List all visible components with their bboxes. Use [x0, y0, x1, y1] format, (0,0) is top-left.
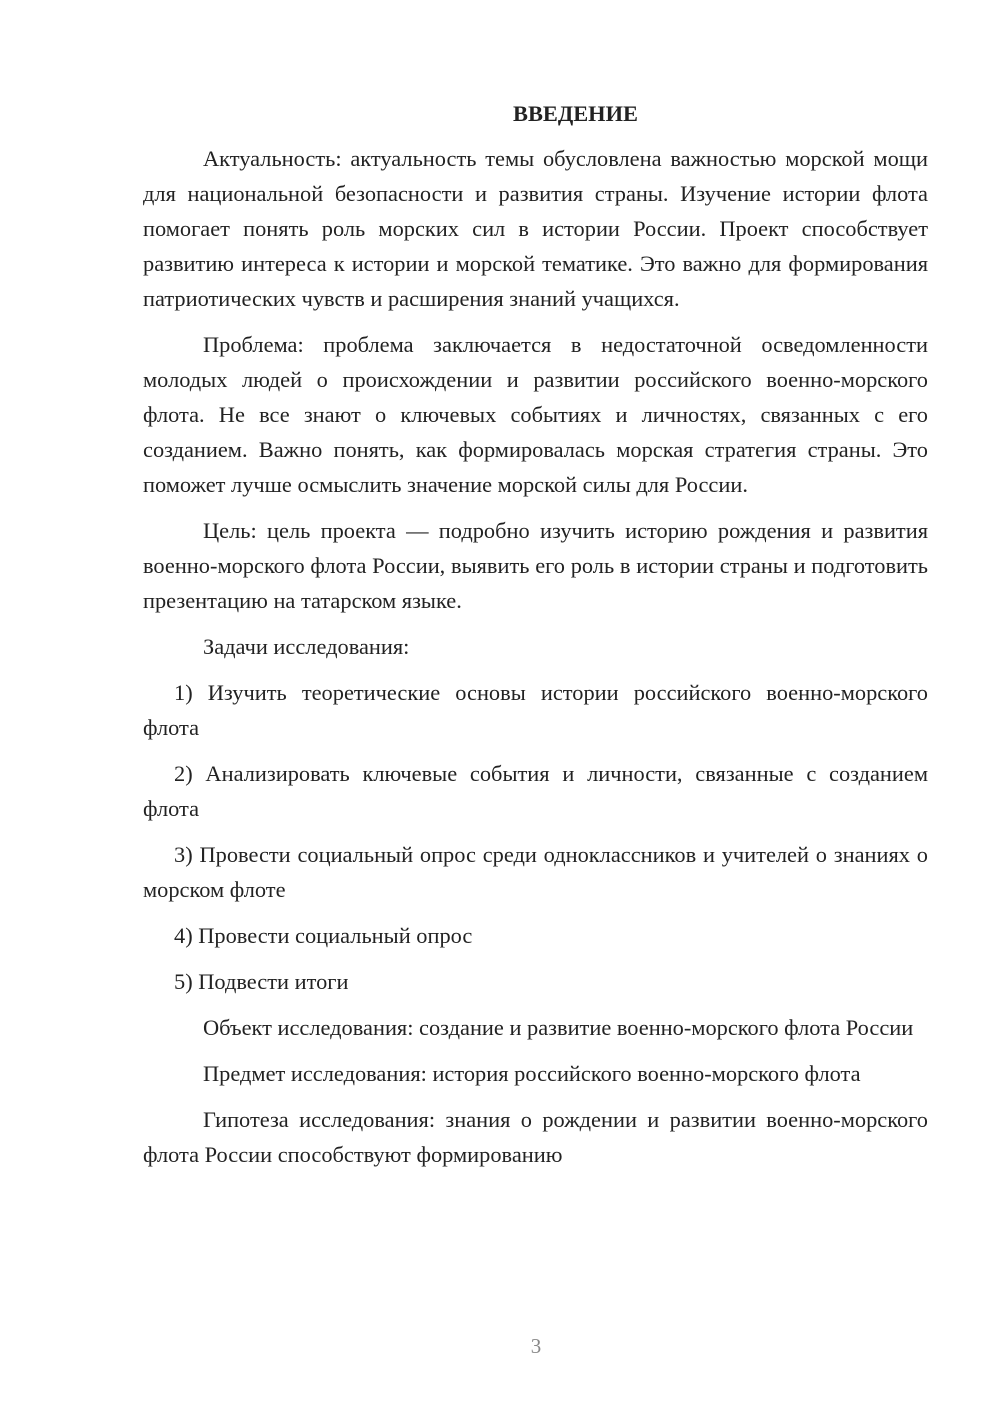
- relevance-paragraph: Актуальность: актуальность темы обусловлена важностью морской мощи для национальной безопасности и развития страны. Изучение истории флота помогает понять роль морских сил в истории России. Проект способствует развитию интереса к истории и морской тематике. Это важно для формирования патриотических чувств и расширения знаний учащихся.: [143, 146, 928, 311]
- document-body: [143, 96, 928, 1183]
- hypothesis-paragraph: Гипотеза исследования: знания о рождении и развитии военно-морского флота России способствуют формированию: [143, 1107, 928, 1167]
- page-title: ВВЕДЕНИЕ: [513, 101, 638, 126]
- page-number: 3: [530, 1334, 542, 1358]
- object-paragraph: Объект исследования: создание и развитие военно-морского флота России: [203, 1015, 914, 1040]
- task-item-3: 3) Провести социальный опрос среди одноклассников и учителей о знаниях о морском флоте: [143, 842, 928, 902]
- task-item-5: 5) Подвести итоги: [174, 969, 349, 994]
- task-item-2: 2) Анализировать ключевые события и личности, связанные с созданием флота: [143, 761, 928, 821]
- subject-paragraph: Предмет исследования: история российского военно-морского флота: [203, 1061, 861, 1086]
- problem-paragraph: Проблема: проблема заключается в недостаточной осведомленности молодых людей о происхождении и развитии российского военно-морского флота. Не все знают о ключевых событиях и личностях, связанных с его созданием. Важно понять, как формировалась морская стратегия страны. Это поможет лучше осмыслить значение морской силы для России.: [143, 332, 928, 497]
- task-item-4: 4) Провести социальный опрос: [174, 923, 473, 948]
- tasks-heading: Задачи исследования:: [203, 634, 410, 659]
- goal-paragraph: Цель: цель проекта — подробно изучить историю рождения и развития военно-морского флота России, выявить его роль в истории страны и подготовить презентацию на татарском языке.: [143, 518, 928, 613]
- tasks-list: [143, 675, 928, 999]
- task-item-1: 1) Изучить теоретические основы истории российского военно-морского флота: [143, 680, 928, 740]
